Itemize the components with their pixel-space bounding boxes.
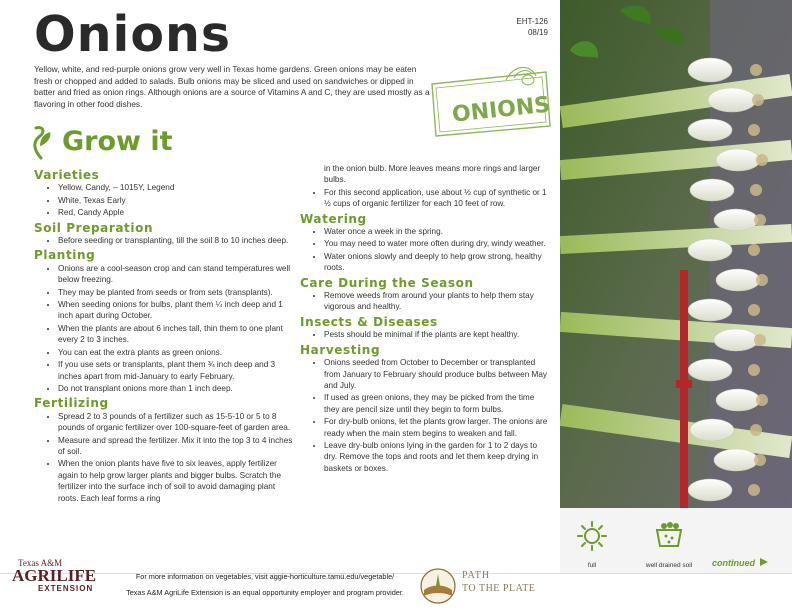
list-item: • Onions are a cool-season crop and can stand temperatures well below freezing. [58, 263, 296, 286]
soil-icon [654, 520, 684, 548]
list-item: • Red, Candy Apple [58, 207, 296, 218]
intro-paragraph: Yellow, white, and red-purple onions grow very well in Texas home gardens. Green onions may be eaten fresh or chopped and added to salads. Bulb onions may be sliced and used on sandwiches or dipped in batter and fried as onion rings. Although onions are a source of Vitamins A and C, they are used mostly as a flavoring in other food dishes. [34, 64, 430, 109]
varieties-heading: Varieties [34, 168, 100, 182]
list-item: • Leave dry-bulb onions lying in the garden for 1 to 2 days to dry. Remove the tops and roots and let them keep drying in baskets or boxes. [324, 440, 550, 474]
onions-photo [560, 0, 792, 508]
list-item: • Pests should be minimal if the plants are kept healthy. [324, 329, 550, 340]
logo-line2: AGRILIFE [12, 566, 97, 585]
soil-heading: Soil Preparation [34, 220, 154, 235]
grow-it-heading [26, 124, 226, 160]
list-item-continued: in the onion bulb. More leaves means more rings and larger bulbs. [324, 164, 541, 185]
fertilizing-continued [300, 163, 550, 186]
doc-code [488, 16, 548, 38]
logo-line1: Texas A&M [18, 558, 63, 568]
left-column [34, 166, 296, 505]
list-item: • White, Texas Early [58, 195, 296, 206]
insects-list [300, 329, 550, 340]
continued-link[interactable] [712, 558, 768, 568]
arrow-right-icon [760, 558, 768, 566]
right-column [300, 163, 550, 475]
list-item: • Onions seeded from October to December or transplanted from January to February should produce bulbs between May and July. [324, 357, 550, 391]
soil-list [34, 235, 296, 246]
list-item: • Yellow, Candy, – 1015Y, Legend [58, 182, 296, 193]
list-item: • When the onion plants have five to six leaves, apply fertilizer again to help grow larger plants and bigger bulbs. Scratch the fertilizer into the surface inch of soil to avoid damaging plant roots. Each leaf forms a ring [58, 458, 296, 504]
list-item: • For dry-bulb onions, let the plants grow larger. The onions are ready when the main stem begins to weaken and fall. [324, 416, 550, 439]
plate-icon [418, 566, 458, 606]
soil-indicator [636, 520, 702, 569]
logo-line3: EXTENSION [38, 584, 94, 593]
list-item: • When seeding onions for bulbs, plant them ¼ inch deep and 1 inch apart during October. [58, 299, 296, 322]
varieties-list [34, 182, 296, 218]
list-item: • Water onions slowly and deeply to help grow strong, healthy roots. [324, 251, 550, 274]
list-item: • If you use sets or transplants, plant them ¾ inch deep and 3 inches apart from mid-January to early February. [58, 359, 296, 382]
care-list [300, 290, 550, 313]
sprout-icon [26, 124, 56, 160]
planting-list [34, 263, 296, 394]
harvesting-heading: Harvesting [300, 342, 381, 357]
list-item: • When the plants are about 6 inches tall, thin them to one plant every 2 to 3 inches. [58, 323, 296, 346]
grow-it-text: Grow it [62, 126, 173, 157]
list-item: • Water once a week in the spring. [324, 226, 550, 237]
page-title: Onions [34, 6, 232, 63]
list-item: • You can eat the extra plants as green onions. [58, 347, 296, 358]
footer-line2: Texas A&M AgriLife Extension is an equal opportunity employer and program provider. [126, 588, 404, 597]
watering-heading: Watering [300, 211, 367, 226]
sun-label: full [587, 562, 597, 569]
watering-list [300, 226, 550, 274]
fertilizing-list-2 [300, 187, 550, 210]
list-item: • If used as green onions, they may be picked from the time they are pencil size until they begin to form bulbs. [324, 392, 550, 415]
sun-icon [576, 520, 608, 552]
fertilizing-heading: Fertilizing [34, 396, 109, 411]
insects-heading: Insects & Diseases [300, 314, 438, 329]
list-item: • Do not transplant onions more than 1 inch deep. [58, 383, 296, 394]
full-sun-indicator [570, 520, 614, 569]
path-to-the-plate-logo [418, 566, 536, 606]
list-item: • You may need to water more often during dry, windy weather. [324, 238, 550, 249]
care-heading: Care During the Season [300, 275, 474, 290]
continued-label: continued [712, 558, 755, 568]
harvesting-list [300, 357, 550, 474]
ptp-line1: PATH [462, 570, 491, 581]
green-onions-image [560, 0, 792, 508]
footer-text [120, 569, 410, 601]
doc-code-date: 08/19 [527, 28, 548, 37]
planting-heading: Planting [34, 248, 96, 263]
footer-line1: For more information on vegetables, visit aggie-horticulture.tamu.edu/vegetable/ [135, 572, 395, 581]
list-item: • They may be planted from seeds or from sets (transplants). [58, 287, 296, 298]
soil-label: well drained soil [645, 562, 693, 569]
list-item: • Spread 2 to 3 pounds of a fertilizer such as 15-5-10 or 5 to 8 pounds of organic fertilizer over 100-square-feet of garden area. [58, 411, 296, 434]
list-item: • Measure and spread the fertilizer. Mix it into the top 3 to 4 inches of soil. [58, 435, 296, 458]
fertilizing-list [34, 411, 296, 504]
list-item: • For this second application, use about ½ cup of synthetic or 1 ½ cups of organic fertilizer for each 10 feet of row. [324, 187, 550, 210]
list-item: • Remove weeds from around your plants to help them stay vigorous and healthy. [324, 290, 550, 313]
agrilife-logo [12, 558, 112, 593]
doc-code-number: EHT-126 [516, 17, 548, 26]
onions-stamp-icon [418, 66, 558, 140]
ptp-line2: TO THE PLATE [462, 583, 536, 594]
stamp-label: ONIONS [450, 92, 552, 128]
list-item: • Before seeding or transplanting, till the soil 8 to 10 inches deep. [58, 235, 296, 246]
